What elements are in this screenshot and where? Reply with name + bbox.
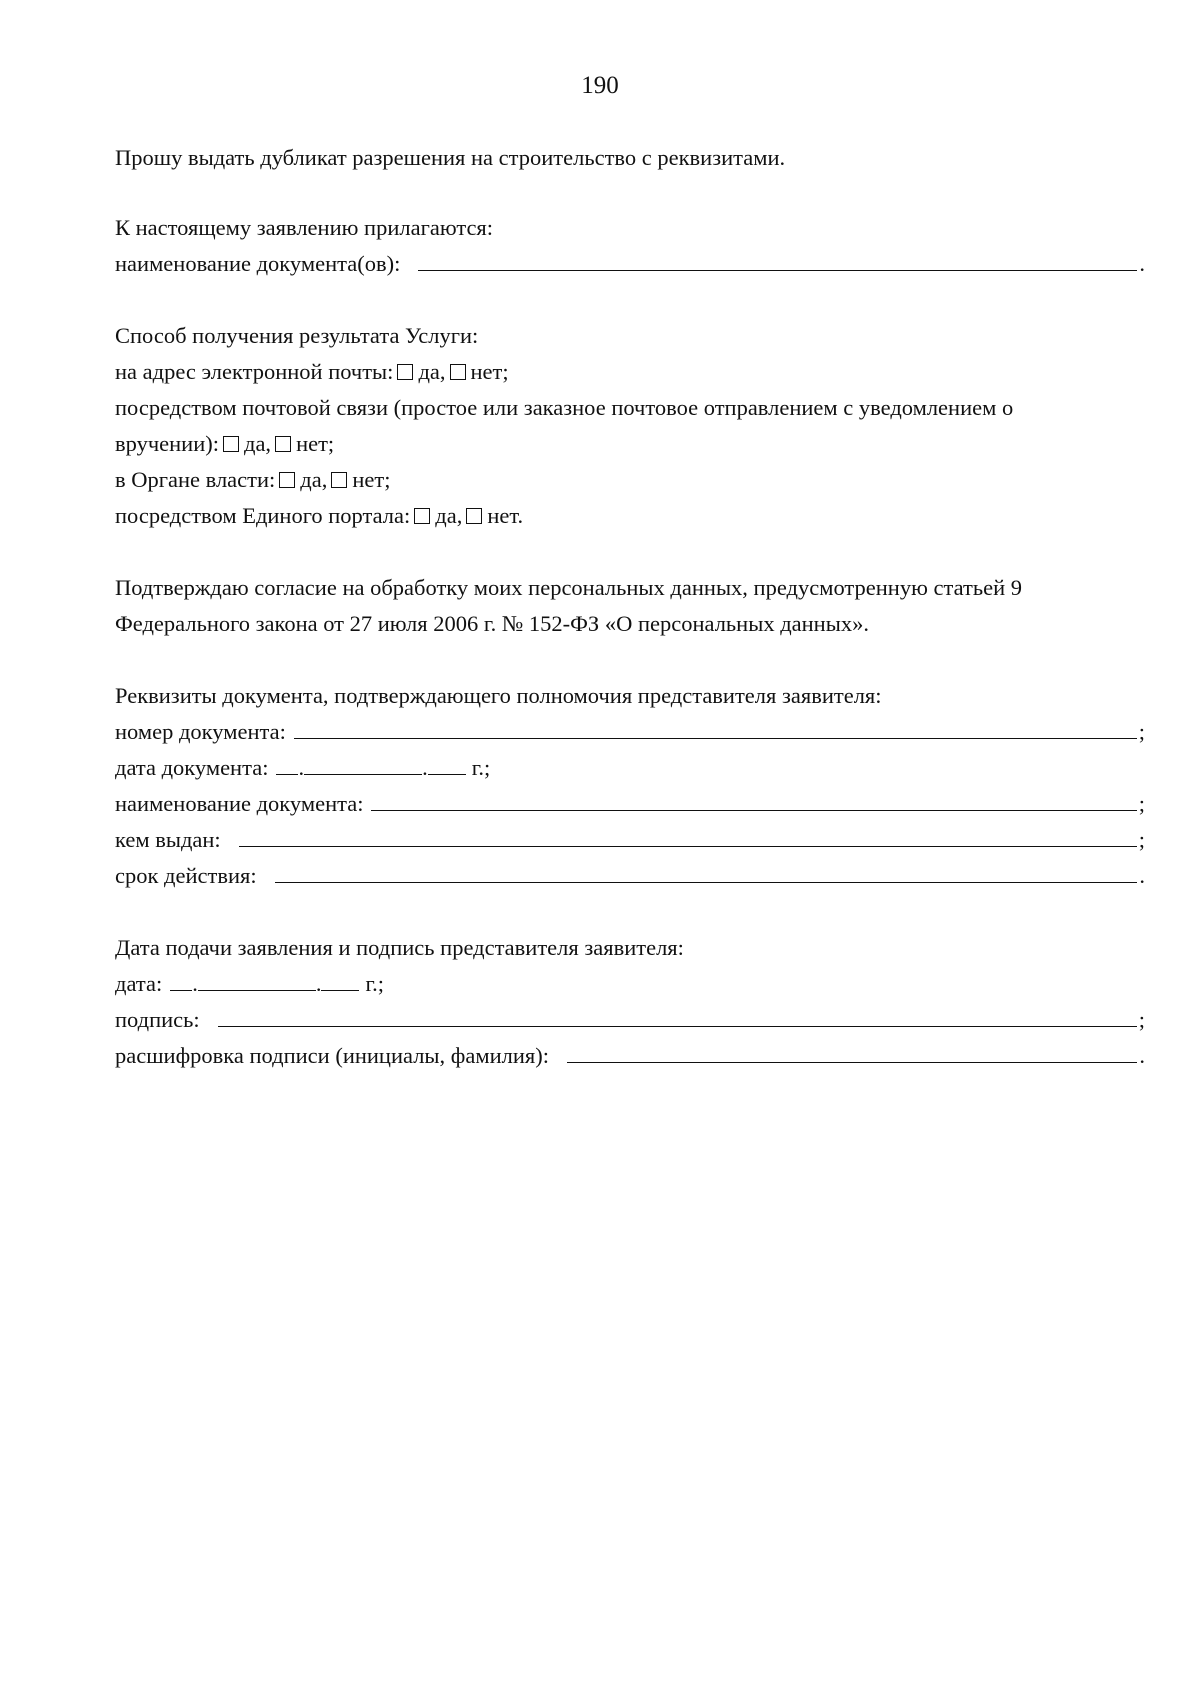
- rep-doc-issuer-line: кем выдан: ;: [115, 822, 1145, 858]
- signature-field[interactable]: [218, 1002, 1137, 1027]
- submission-date-line: дата: . . г.;: [115, 966, 1145, 1002]
- submission-month-field[interactable]: [198, 966, 316, 991]
- rep-doc-year-field[interactable]: [428, 750, 466, 775]
- rep-doc-date-line: дата документа: . . г.;: [115, 750, 1145, 786]
- delivery-portal-line: посредством Единого портала: да, нет.: [115, 503, 524, 528]
- post-no-checkbox[interactable]: [275, 436, 291, 452]
- rep-doc-issuer-field[interactable]: [239, 822, 1137, 847]
- portal-no-checkbox[interactable]: [466, 508, 482, 524]
- authority-no-checkbox[interactable]: [331, 472, 347, 488]
- rep-doc-number-field[interactable]: [294, 714, 1137, 739]
- email-yes-checkbox[interactable]: [397, 364, 413, 380]
- delivery-authority-line: в Органе власти: да, нет;: [115, 467, 391, 492]
- consent-line-1: Подтверждаю согласие на обработку моих персональных данных, предусмотренную статьей 9: [115, 575, 1023, 600]
- rep-doc-heading: Реквизиты документа, подтверждающего полномочия представителя заявителя:: [115, 683, 882, 708]
- attachments-heading: К настоящему заявлению прилагаются:: [115, 215, 494, 240]
- submission-decode-line: расшифровка подписи (инициалы, фамилия): .: [115, 1038, 1145, 1074]
- rep-doc-month-field[interactable]: [304, 750, 422, 775]
- rep-doc-validity-field[interactable]: [275, 858, 1138, 883]
- delivery-email-line: на адрес электронной почты: да, нет;: [115, 359, 509, 384]
- submission-day-field[interactable]: [170, 966, 192, 991]
- post-yes-checkbox[interactable]: [223, 436, 239, 452]
- attachments-line: наименование документа(ов): .: [115, 246, 1145, 282]
- submission-year-field[interactable]: [321, 966, 359, 991]
- consent-line-2: Федерального закона от 27 июля 2006 г. № 152-ФЗ «О персональных данных».: [115, 611, 869, 636]
- delivery-post-line-2: вручении): да, нет;: [115, 431, 335, 456]
- signature-decode-field[interactable]: [567, 1038, 1137, 1063]
- rep-doc-name-line: наименование документа: ;: [115, 786, 1145, 822]
- email-no-checkbox[interactable]: [450, 364, 466, 380]
- page-number: 190: [581, 72, 619, 99]
- delivery-heading: Способ получения результата Услуги:: [115, 323, 479, 348]
- request-line: Прошу выдать дубликат разрешения на строительство с реквизитами.: [115, 145, 786, 170]
- doc-names-field[interactable]: [418, 246, 1137, 271]
- submission-signature-line: подпись: ;: [115, 1002, 1145, 1038]
- rep-doc-name-field[interactable]: [371, 786, 1136, 811]
- rep-doc-day-field[interactable]: [276, 750, 298, 775]
- authority-yes-checkbox[interactable]: [279, 472, 295, 488]
- rep-doc-validity-line: срок действия: .: [115, 858, 1145, 894]
- portal-yes-checkbox[interactable]: [414, 508, 430, 524]
- submission-heading: Дата подачи заявления и подпись представителя заявителя:: [115, 935, 684, 960]
- delivery-post-line-1: посредством почтовой связи (простое или заказное почтовое отправлением с уведомлением о: [115, 395, 1014, 420]
- rep-doc-number-line: номер документа: ;: [115, 714, 1145, 750]
